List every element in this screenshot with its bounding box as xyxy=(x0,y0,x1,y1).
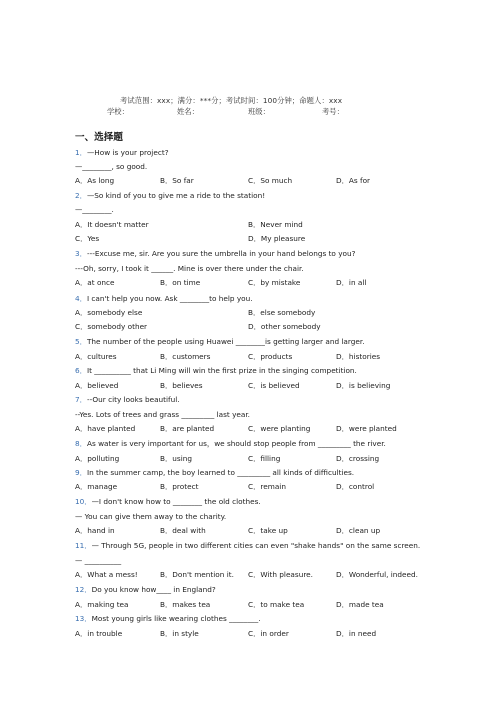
question-text: —________. xyxy=(75,205,114,214)
answer-option[interactable]: D．clean up xyxy=(336,526,381,535)
field-school: 学校： xyxy=(107,107,129,116)
question-number: 4． xyxy=(75,294,87,303)
answer-option[interactable]: A．What a mess! xyxy=(75,570,138,579)
question-stem xyxy=(75,249,356,259)
question-number: 8． xyxy=(75,439,87,448)
answer-option[interactable]: A．have planted xyxy=(75,424,136,433)
question-stem xyxy=(75,585,216,595)
answer-option[interactable]: A．at once xyxy=(75,278,115,287)
answer-option[interactable]: D．Wonderful, indeed. xyxy=(336,570,418,579)
question-stem xyxy=(75,439,386,449)
answer-option[interactable]: C．take up xyxy=(248,526,288,535)
question-line xyxy=(75,162,147,172)
field-name: 姓名： xyxy=(177,107,199,116)
answer-option[interactable]: B．protect xyxy=(160,482,199,491)
answer-option[interactable]: D．in need xyxy=(336,629,377,638)
question-line xyxy=(75,512,226,522)
question-text: —________, so good. xyxy=(75,162,148,171)
exam-info: 考试范围：xxx；满分：***分；考试时间：100分钟；命题人：xxx xyxy=(120,96,343,105)
answer-option[interactable]: B．customers xyxy=(160,352,211,361)
question-number: 9． xyxy=(75,468,87,477)
answer-option[interactable]: C．to make tea xyxy=(248,600,305,609)
question-stem xyxy=(75,497,261,507)
answer-option[interactable]: B．using xyxy=(160,454,193,463)
question-stem xyxy=(75,366,357,376)
answer-option[interactable]: C．So much xyxy=(248,176,293,185)
answer-option[interactable]: B．deal with xyxy=(160,526,206,535)
answer-option[interactable]: B．else somebody xyxy=(248,308,316,317)
question-text: The number of the people using Huawei ________is getting larger and larger. xyxy=(86,337,365,346)
answer-option[interactable]: A．manage xyxy=(75,482,118,491)
question-text: --Our city looks beautiful. xyxy=(86,395,180,404)
answer-option[interactable]: C．is believed xyxy=(248,381,300,390)
question-text: As water is very important for us，we should stop people from _________ the river. xyxy=(86,439,386,448)
question-text: — You can give them away to the charity. xyxy=(75,512,227,521)
answer-option[interactable]: C．With pleasure. xyxy=(248,570,313,579)
question-line xyxy=(75,410,250,420)
answer-option[interactable]: B．believes xyxy=(160,381,203,390)
field-exam-number: 考号： xyxy=(322,107,344,116)
answer-option[interactable]: A．polluting xyxy=(75,454,120,463)
answer-option[interactable]: A．in trouble xyxy=(75,629,123,638)
answer-option[interactable]: C．products xyxy=(248,352,293,361)
answer-option[interactable]: A．making tea xyxy=(75,600,129,609)
answer-option[interactable]: D．in all xyxy=(336,278,367,287)
answer-option[interactable]: A．hand in xyxy=(75,526,115,535)
question-stem xyxy=(75,614,261,624)
question-number: 6． xyxy=(75,366,87,375)
question-number: 13． xyxy=(75,614,92,623)
answer-option[interactable]: B．makes tea xyxy=(160,600,211,609)
answer-option[interactable]: C．by mistake xyxy=(248,278,301,287)
answer-option[interactable]: C．in order xyxy=(248,629,289,638)
answer-option[interactable]: B．on time xyxy=(160,278,201,287)
answer-option[interactable]: C．somebody other xyxy=(75,322,148,331)
question-text: Most young girls like wearing clothes ________. xyxy=(91,614,261,623)
answer-option[interactable]: C．Yes xyxy=(75,234,100,243)
question-text: — __________ xyxy=(75,556,122,565)
question-text: ---Excuse me, sir. Are you sure the umbrella in your hand belongs to you? xyxy=(86,249,356,258)
answer-option[interactable]: C．were planting xyxy=(248,424,311,433)
question-text: —How is your project? xyxy=(86,148,169,157)
answer-option[interactable]: C．remain xyxy=(248,482,286,491)
answer-option[interactable]: A．As long xyxy=(75,176,115,185)
answer-option[interactable]: D．were planted xyxy=(336,424,397,433)
section-title: 一、选择题 xyxy=(75,132,123,143)
question-text: —I don't know how to ________ the old clothes. xyxy=(91,497,261,506)
question-stem xyxy=(75,337,365,347)
question-number: 3． xyxy=(75,249,87,258)
question-stem xyxy=(75,395,180,405)
question-stem xyxy=(75,294,253,304)
answer-option[interactable]: A．It doesn't matter xyxy=(75,220,149,229)
answer-option[interactable]: B．So far xyxy=(160,176,194,185)
answer-option[interactable]: D．other somebody xyxy=(248,322,321,331)
question-number: 7． xyxy=(75,395,87,404)
answer-option[interactable]: B．are planted xyxy=(160,424,215,433)
question-number: 10． xyxy=(75,497,92,506)
question-number: 1． xyxy=(75,148,87,157)
answer-option[interactable]: D．As for xyxy=(336,176,371,185)
answer-option[interactable]: D．made tea xyxy=(336,600,384,609)
question-stem xyxy=(75,468,354,478)
answer-option[interactable]: A．somebody else xyxy=(75,308,143,317)
question-line xyxy=(75,556,121,566)
answer-option[interactable]: D．crossing xyxy=(336,454,380,463)
question-text: Do you know how____ in England? xyxy=(91,585,216,594)
question-text: --Yes. Lots of trees and grass _________ last year. xyxy=(75,410,250,419)
answer-option[interactable]: D．control xyxy=(336,482,375,491)
answer-option[interactable]: D．histories xyxy=(336,352,381,361)
question-text: It __________ that Li Ming will win the first prize in the singing competition. xyxy=(86,366,357,375)
question-text: —So kind of you to give me a ride to the station! xyxy=(86,191,266,200)
answer-option[interactable]: B．Never mind xyxy=(248,220,303,229)
question-number: 11． xyxy=(75,541,92,550)
field-class: 班级： xyxy=(248,107,270,116)
answer-option[interactable]: C．filling xyxy=(248,454,281,463)
question-number: 5． xyxy=(75,337,87,346)
question-line xyxy=(75,205,114,215)
question-line xyxy=(75,264,304,274)
answer-option[interactable]: D．is believing xyxy=(336,381,391,390)
question-stem xyxy=(75,191,265,201)
question-text: ---Oh, sorry, I took it ______. Mine is over there under the chair. xyxy=(75,264,304,273)
answer-option[interactable]: B．Don't mention it. xyxy=(160,570,234,579)
answer-option[interactable]: D．My pleasure xyxy=(248,234,306,243)
answer-option[interactable]: A．cultures xyxy=(75,352,117,361)
answer-option[interactable]: B．in style xyxy=(160,629,199,638)
question-stem xyxy=(75,148,169,158)
question-text: — Through 5G, people in two different cities can even "shake hands" on the same screen. xyxy=(91,541,421,550)
answer-option[interactable]: A．believed xyxy=(75,381,119,390)
question-number: 2． xyxy=(75,191,87,200)
question-stem xyxy=(75,541,420,551)
question-number: 12． xyxy=(75,585,92,594)
question-text: In the summer camp, the boy learned to _________ all kinds of difficulties. xyxy=(86,468,355,477)
question-text: I can't help you now. Ask ________to help you. xyxy=(86,294,253,303)
